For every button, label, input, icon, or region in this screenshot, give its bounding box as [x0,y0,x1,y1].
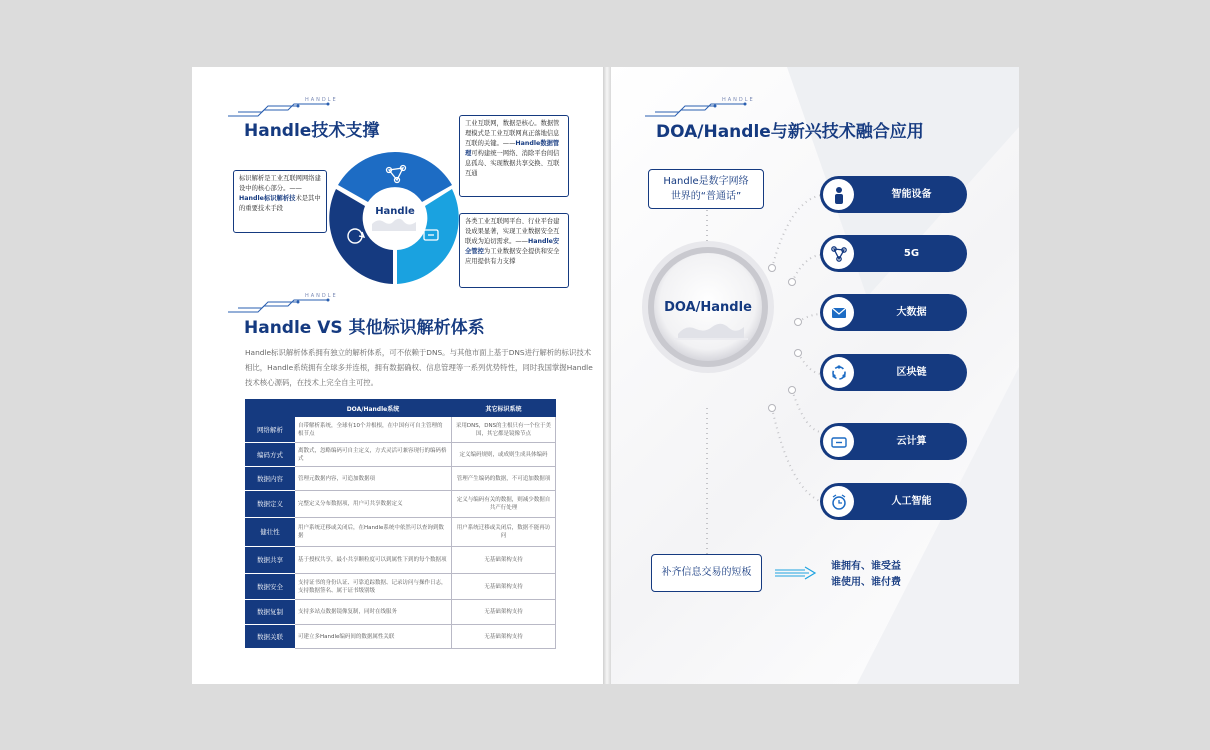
other-cell: 无基础架构支持 [451,547,555,574]
row-label-cell: 数据共享 [246,547,295,574]
note-text: 各类工业互联网平台、行业平台建设成果显著，实现工业数据安全互联成为迫切需求。—— [465,218,560,245]
tech-item-label: 云计算 [896,436,927,447]
tech-item-cloud [820,423,967,460]
doa-cell: 管理元数据内容，可追加数据项 [295,467,452,491]
doa-cell: 完整定义分布数据项，用户可共享数据定义 [295,491,452,518]
intro-paragraph: Handle标识解析体系拥有独立的解析体系，可不依赖于DNS。与其他市面上基于DNS进行解析的标识技术相比，Handle系统拥有全球多并连根，拥有数据确权、信息管理等一系列优势特性，同时我国掌握Handle技术核心源码，在技术上完全自主可控。 [245,348,593,387]
tech-item-blockchain [820,354,967,391]
other-cell: 无基础架构支持 [451,600,555,625]
network-icon [829,244,849,264]
row-label-cell: 网络解析 [246,417,295,443]
note-security [459,213,569,288]
envelope-icon [829,303,849,323]
note-rest: 术是其中的重要技术手段 [239,195,321,212]
section-tag: HANDLE [722,97,755,103]
row-label-cell: 数据内容 [246,467,295,491]
cycle-icon [829,363,849,383]
bubble-line: 世界的“普通话” [670,191,742,202]
clock-icon [829,492,849,512]
tech-item-label: 区块链 [896,367,927,378]
note-bold: Handle数据管理 [465,140,560,157]
doa-cell: 用户系统迁移或关闭后，在Handle系统中依然可以查询到数据 [295,518,452,547]
other-cell: 无基础架构支持 [451,625,555,649]
row-label-cell: 数据复制 [246,600,295,625]
other-cell: 定义编码规则，或成则生成具体编码 [451,443,555,467]
doa-cell: 基于授权共享，最小共享颗粒度可以到属性下到的每个数据项 [295,547,452,574]
other-cell: 用户系统迁移或关闭后，数据不能再访问 [451,518,555,547]
ownership-text [831,559,901,591]
table-row [246,417,556,443]
section-tag: HANDLE [305,97,338,103]
doa-cell: 支持多站点数据镜像复制，同时在线服务 [295,600,452,625]
doa-cell: 可建立多Handle编码间的数据属性关联 [295,625,452,649]
comparison-table [245,399,556,649]
table-row [246,600,556,625]
globe-center-label: DOA/Handle [664,300,752,315]
note-text: 工业互联网，数据是核心。数据管理模式是工业互联网真正落地信息互联的关键。—— [465,120,560,147]
tech-item-label: 人工智能 [891,496,932,507]
note-data-management [459,115,569,197]
tech-item-ai [820,483,967,520]
note-bold: Handle标识解析技 [239,195,296,202]
bottom-shortcoming-box: 补齐信息交易的短板 [651,554,762,592]
doa-cell: 离散式，忽略编码可自主定义，方式灵活可兼容现行的编码格式 [295,443,452,467]
table-row [246,574,556,600]
section-title: DOA/Handle与新兴技术融合应用 [656,122,924,142]
table-header-row [246,400,556,417]
table-row [246,518,556,547]
arrow-right-icon [775,565,819,581]
table-row [246,491,556,518]
ticket-icon [829,432,849,452]
tech-item-label: 智能设备 [891,189,932,200]
tech-item-big-data [820,294,967,331]
note-rest: 为工业数据安全提供和安全应用提供有力支撑 [465,248,560,265]
other-cell: 定义与编码有关的数据，则减少数据自共产行处理 [451,491,555,518]
table-row [246,467,556,491]
section-title: Handle技术支撑 [244,121,380,141]
table-header-cell: DOA/Handle系统 [295,400,452,417]
person-icon [829,185,849,205]
bubble-line: Handle是数字网络 [663,176,749,187]
handle-speech-bubble [648,169,764,209]
tech-item-smart-device [820,176,967,213]
other-cell: 管理产生编码的数据，不可追加数据项 [451,467,555,491]
ownership-line: 谁使用、谁付费 [831,577,901,588]
row-label-cell: 健壮性 [246,518,295,547]
ownership-line: 谁拥有、谁受益 [831,561,901,572]
note-rest: 可构建统一网络、消除平台间信息孤岛、实现数据共享交换、互联互通 [465,150,560,177]
doa-handle-globe [640,240,790,390]
table-header-cell: 其它标识系统 [451,400,555,417]
table-header-cell [246,400,295,417]
section-tag: HANDLE [305,293,338,299]
table-row [246,547,556,574]
doa-cell: 自带解析系统，全球有10个并根根，在中国有可自主管理的根节点 [295,417,452,443]
note-text: 标识解析是工业互联网网络建设中的核心部分。—— [239,175,321,192]
handle-donut-diagram [325,148,465,288]
other-cell: 采用DNS，DNS的主根只有一个位于美国，其它都是镜像节点 [451,417,555,443]
tech-item-label: 5G [903,248,920,259]
row-label-cell: 数据安全 [246,574,295,600]
other-cell: 无基础架构支持 [451,574,555,600]
table-row [246,625,556,649]
doa-cell: 支持证书的身份认证、可靠追踪数据、记录访问与操作日志，支持数据签名、属于证书级别级 [295,574,452,600]
section-title: Handle VS 其他标识解析体系 [244,318,485,338]
row-label-cell: 数据关联 [246,625,295,649]
row-label-cell: 数据定义 [246,491,295,518]
donut-center-label: Handle [375,206,415,217]
tech-item-label: 大数据 [896,307,927,318]
note-bold: Handle安全管控 [465,238,560,255]
tech-item-5g [820,235,967,272]
row-label-cell: 编码方式 [246,443,295,467]
note-identification [233,170,327,233]
table-row [246,443,556,467]
